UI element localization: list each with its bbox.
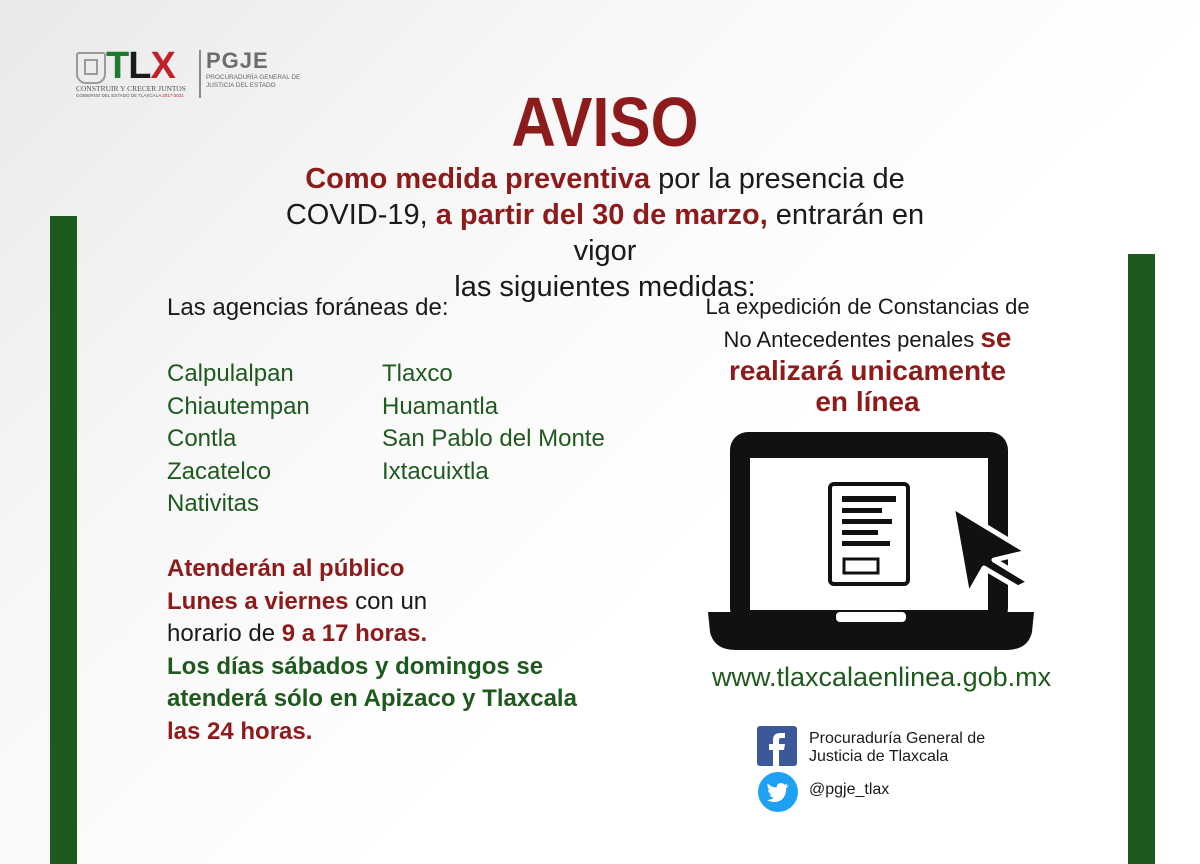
intro-line-3: las siguientes medidas: xyxy=(454,271,756,303)
hours-line-3: horario de 9 a 17 horas. xyxy=(167,620,428,647)
right-green-bar xyxy=(1128,254,1155,864)
online-line-4: en línea xyxy=(815,386,920,417)
town-item: Tlaxco xyxy=(382,360,453,387)
town-item: Contla xyxy=(167,425,237,452)
left-green-bar xyxy=(50,216,77,864)
town-item: Calpulalpan xyxy=(167,360,294,387)
laptop-document-cursor-icon xyxy=(706,428,1036,658)
facebook-name-line-1: Procuraduría General de xyxy=(809,730,986,747)
twitter-icon xyxy=(757,771,799,813)
logo-motto: CONSTRUIR Y CRECER JUNTOS xyxy=(76,84,186,93)
town-item: Ixtacuixtla xyxy=(382,457,489,485)
tlx-wordmark: TLX xyxy=(106,45,175,87)
hours-line-6: las 24 horas. xyxy=(167,717,313,745)
pgje-subtitle: PROCURADURÍA GENERAL DE JUSTICIA DEL ESTADO xyxy=(206,74,301,89)
page-title: AVISO xyxy=(511,83,699,161)
town-item: Huamantla xyxy=(382,392,499,420)
online-line-1: La expedición de Constancias de xyxy=(705,294,1030,319)
town-item: Chiautempan xyxy=(167,392,310,420)
state-seal-icon xyxy=(76,52,106,84)
towns-column-2 xyxy=(382,358,605,488)
logo-government: GOBIERNO DEL ESTADO DE TLAXCALA 2017-2021 xyxy=(76,93,184,98)
intro-line-1: Como medida preventiva por la presencia de xyxy=(305,163,905,195)
online-line-3: realizará unicamente xyxy=(728,355,1007,386)
website-url[interactable]: www.tlaxcalaenlinea.gob.mx xyxy=(712,662,1052,692)
facebook-name-line-2: Justicia de Tlaxcala xyxy=(809,748,949,765)
hours-line-1: Atenderán al público xyxy=(167,555,405,582)
town-item: Nativitas xyxy=(167,490,260,517)
town-item: Zacatelco xyxy=(167,457,272,485)
intro-line-2: COVID-19, a partir del 30 de marzo, entrarán en vigor xyxy=(285,199,925,267)
hours-line-4: Los días sábados y domingos se xyxy=(167,652,544,680)
agencias-heading: Las agencias foráneas de: xyxy=(167,294,449,321)
twitter-handle: @pgje_tlax xyxy=(809,781,890,798)
online-notice xyxy=(690,292,1045,417)
pgje-wordmark: PGJE xyxy=(206,48,269,73)
towns-column-1 xyxy=(167,358,310,521)
hours-block xyxy=(167,553,577,748)
hours-line-2: Lunes a viernes con un xyxy=(167,587,428,615)
hours-line-5: atenderá sólo en Apizaco y Tlaxcala xyxy=(167,685,577,712)
facebook-icon xyxy=(757,726,797,766)
town-item: San Pablo del Monte xyxy=(382,425,605,452)
online-line-2: No Antecedentes penales se xyxy=(723,322,1012,353)
intro-paragraph xyxy=(255,161,955,305)
